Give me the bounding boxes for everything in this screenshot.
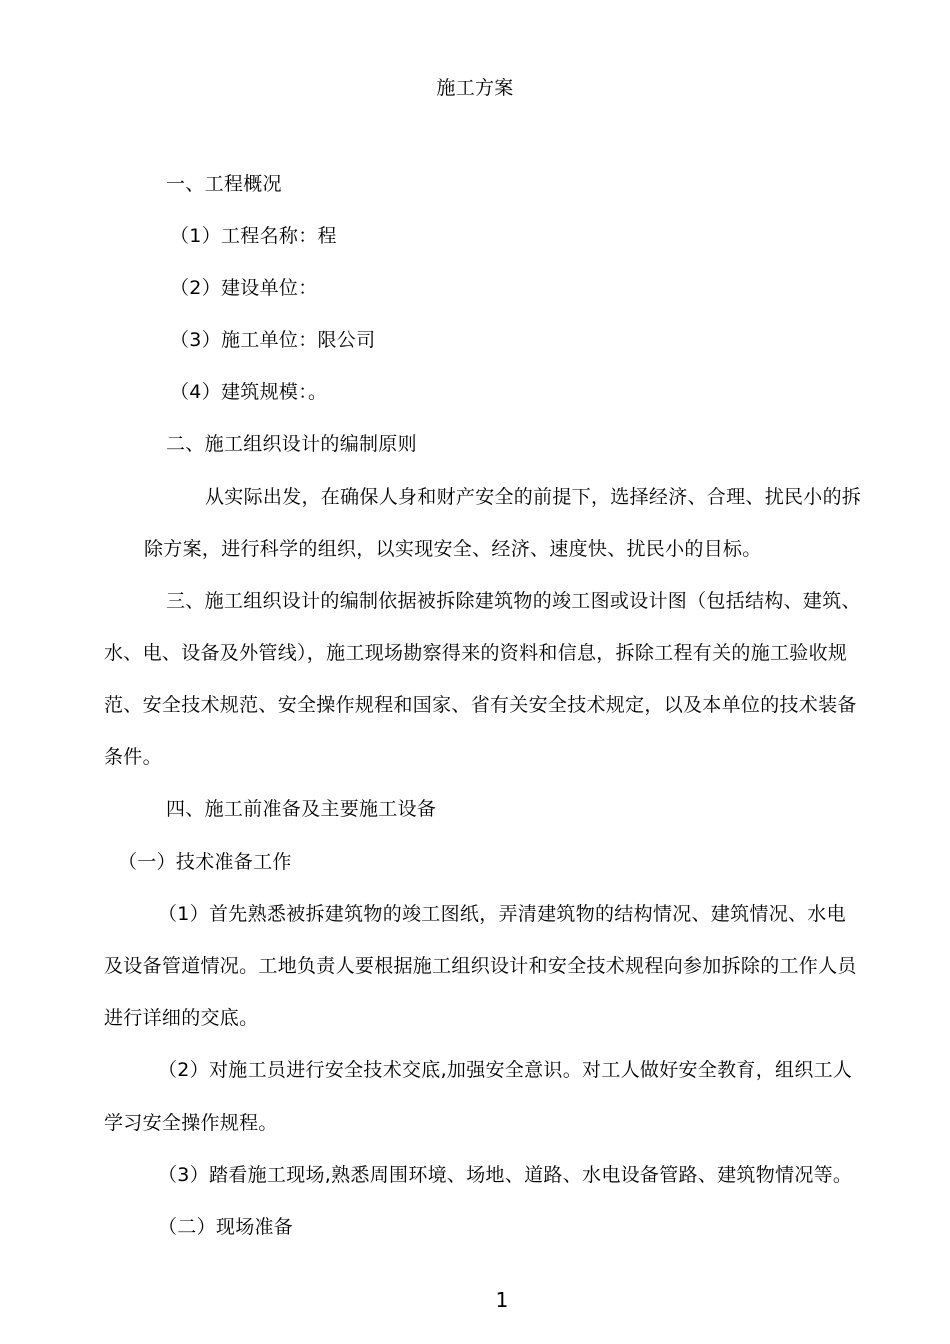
paragraph-line: 范、安全技术规范、安全操作规程和国家、省有关安全技术规定，以及本单位的技术装备 — [104, 694, 857, 716]
paragraph-line: （1）首先熟悉被拆建筑物的竣工图纸，弄清建筑物的结构情况、建筑情况、水电 — [158, 903, 846, 925]
page-number: 1 — [495, 1288, 509, 1312]
paragraph-line: 进行详细的交底。 — [104, 1007, 259, 1029]
paragraph-line: 除方案，进行科学的组织，以实现安全、经济、速度快、扰民小的目标。 — [144, 538, 762, 560]
paragraph-line: 条件。 — [104, 746, 162, 768]
paragraph-line: 学习安全操作规程。 — [104, 1112, 278, 1134]
section-heading-basis: 三、施工组织设计的编制依据被拆除建筑物的竣工图或设计图（包括结构、建筑、 — [166, 590, 861, 612]
section-heading-principles: 二、施工组织设计的编制原则 — [166, 433, 417, 455]
subsection-heading-technical: （一）技术准备工作 — [118, 851, 292, 873]
paragraph-line: 水、电、设备及外管线），施工现场勘察得来的资料和信息，拆除工程有关的施工验收规 — [104, 642, 848, 664]
section-heading-overview: 一、工程概况 — [166, 173, 282, 195]
list-item-construction-unit: （2）建设单位： — [170, 277, 318, 299]
section-heading-preparation: 四、施工前准备及主要施工设备 — [166, 798, 437, 820]
paragraph-line: （2）对施工员进行安全技术交底,加强安全意识。对工人做好安全教育，组织工人 — [158, 1059, 853, 1081]
paragraph-line: （3）踏看施工现场,熟悉周围环境、场地、道路、水电设备管路、建筑物情况等。 — [158, 1164, 853, 1186]
subsection-heading-site: （二）现场准备 — [158, 1216, 294, 1238]
list-item-contractor: （3）施工单位：限公司 — [170, 329, 376, 351]
document-title: 施工方案 — [436, 77, 514, 99]
list-item-building-scale: （4）建筑规模：。 — [170, 381, 328, 403]
list-item-project-name: （1）工程名称：程 — [170, 225, 337, 247]
paragraph-line: 及设备管道情况。工地负责人要根据施工组织设计和安全技术规程向参加拆除的工作人员 — [104, 955, 857, 977]
paragraph-line: 从实际出发，在确保人身和财产安全的前提下，选择经济、合理、扰民小的拆 — [205, 486, 862, 508]
